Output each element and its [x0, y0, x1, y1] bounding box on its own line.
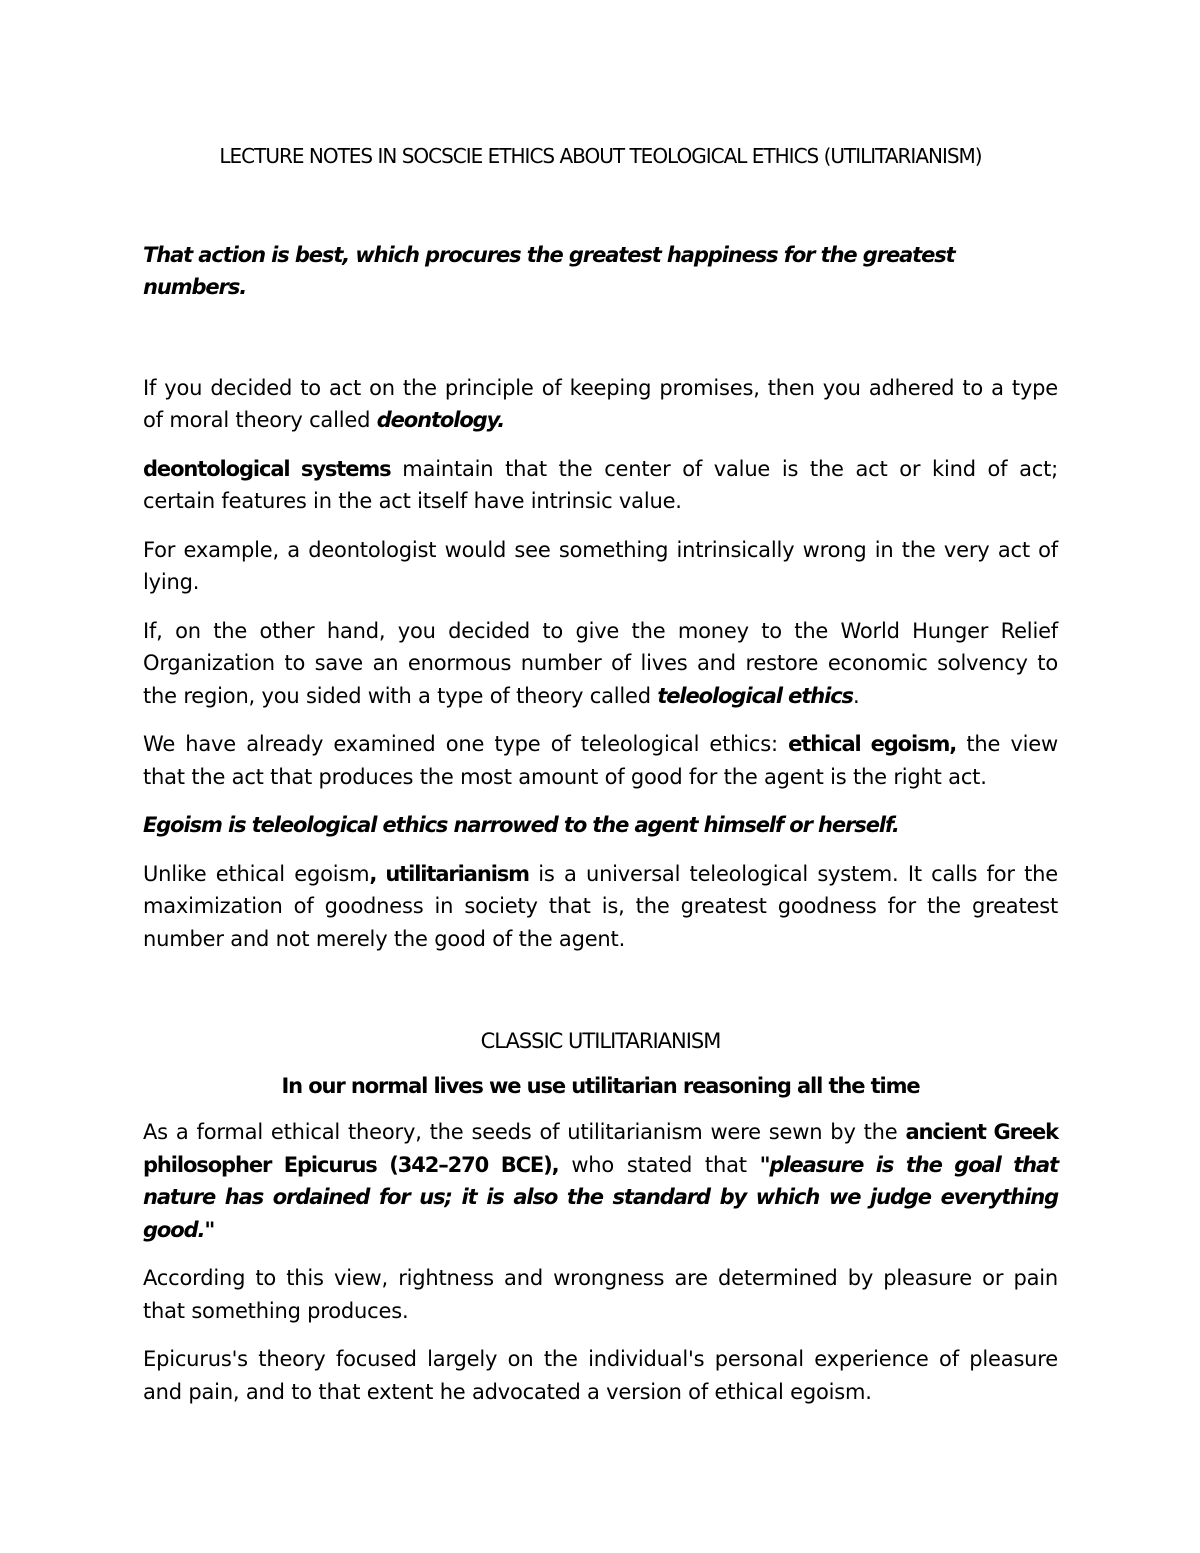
paragraph-text: If, on the other hand, you decided to give the money to the World Hunger Relief Organization to save an enormous number of lives and restore economic solvency to the region, you sided with a type of theory called — [143, 618, 1058, 708]
term-ethical-egoism: ethical egoism, — [788, 732, 957, 756]
page-title: LECTURE NOTES IN SOCSCIE ETHICS ABOUT TEOLOGICAL ETHICS (UTILITARIANISM) — [219, 144, 982, 168]
paragraph-text: As a formal ethical theory, the seeds of utilitarianism were sewn by the — [143, 1120, 906, 1144]
paragraph-teleological — [143, 615, 1058, 713]
paragraph-deontological-systems — [143, 453, 1058, 518]
epigraph: That action is best, which procures the greatest happiness for the greatest numbers. — [143, 242, 955, 299]
paragraph-rightness — [143, 1262, 1058, 1327]
paragraph-end: is a universal teleological system. It calls for the maximization of goodness in society that is, the greatest goodness for the greatest number and not merely the good of the agent. — [143, 861, 1058, 951]
section-title: CLASSIC UTILITARIANISM — [480, 1029, 721, 1053]
paragraph-epicurus-theory — [143, 1343, 1058, 1408]
paragraph-egoism-narrowed — [143, 809, 1058, 842]
paragraph-deontology — [143, 372, 1058, 437]
paragraph-text: According to this view, rightness and wrongness are determined by pleasure or pain that something produces. — [143, 1266, 1058, 1323]
paragraph-end: the view that the act that produces the most amount of good for the agent is the right act. — [143, 732, 1059, 789]
paragraph-text: For example, a deontologist would see something intrinsically wrong in the very act of lying. — [143, 537, 1058, 594]
paragraph-ethical-egoism — [143, 728, 1058, 793]
paragraph-mid: who stated that — [558, 1152, 760, 1177]
epicurus-quote: "pleasure is the goal that nature has ordained for us; it is also the standard by which we judge everything good." — [143, 1152, 1059, 1242]
paragraph-end: . — [852, 683, 860, 708]
term-teleological-ethics: teleological ethics — [657, 683, 853, 708]
paragraph-epicurus — [143, 1116, 1058, 1246]
paragraph-text: maintain that the center of value is the act or kind of act; certain features in the act itself have intrinsic value. — [143, 456, 1058, 513]
paragraph-text: Egoism is teleological ethics narrowed to the agent himself or herself. — [143, 813, 899, 837]
paragraph-text: We have already examined one type of teleological ethics: — [143, 732, 789, 756]
paragraph-text: Epicurus's theory focused largely on the individual's personal experience of pleasure and pain, and to that extent he advocated a version of ethical egoism. — [143, 1347, 1058, 1404]
document-content — [143, 140, 1058, 1424]
term-utilitarianism: , utilitarianism — [369, 861, 529, 886]
paragraph-example — [143, 534, 1058, 599]
paragraph-text: Unlike ethical egoism — [143, 861, 370, 886]
term-epicurus: ancient Greek philosopher Epicurus (342–270 BCE), — [143, 1120, 1058, 1177]
paragraph-utilitarianism — [143, 858, 1058, 956]
term-deontology: deontology. — [376, 408, 505, 432]
term-deontological-systems: deontological systems — [143, 456, 391, 481]
paragraph-text: If you decided to act on the principle of keeping promises, then you adhered to a type of moral theory called — [143, 375, 1058, 432]
section-subtitle: In our normal lives we use utilitarian reasoning all the time — [281, 1073, 920, 1098]
